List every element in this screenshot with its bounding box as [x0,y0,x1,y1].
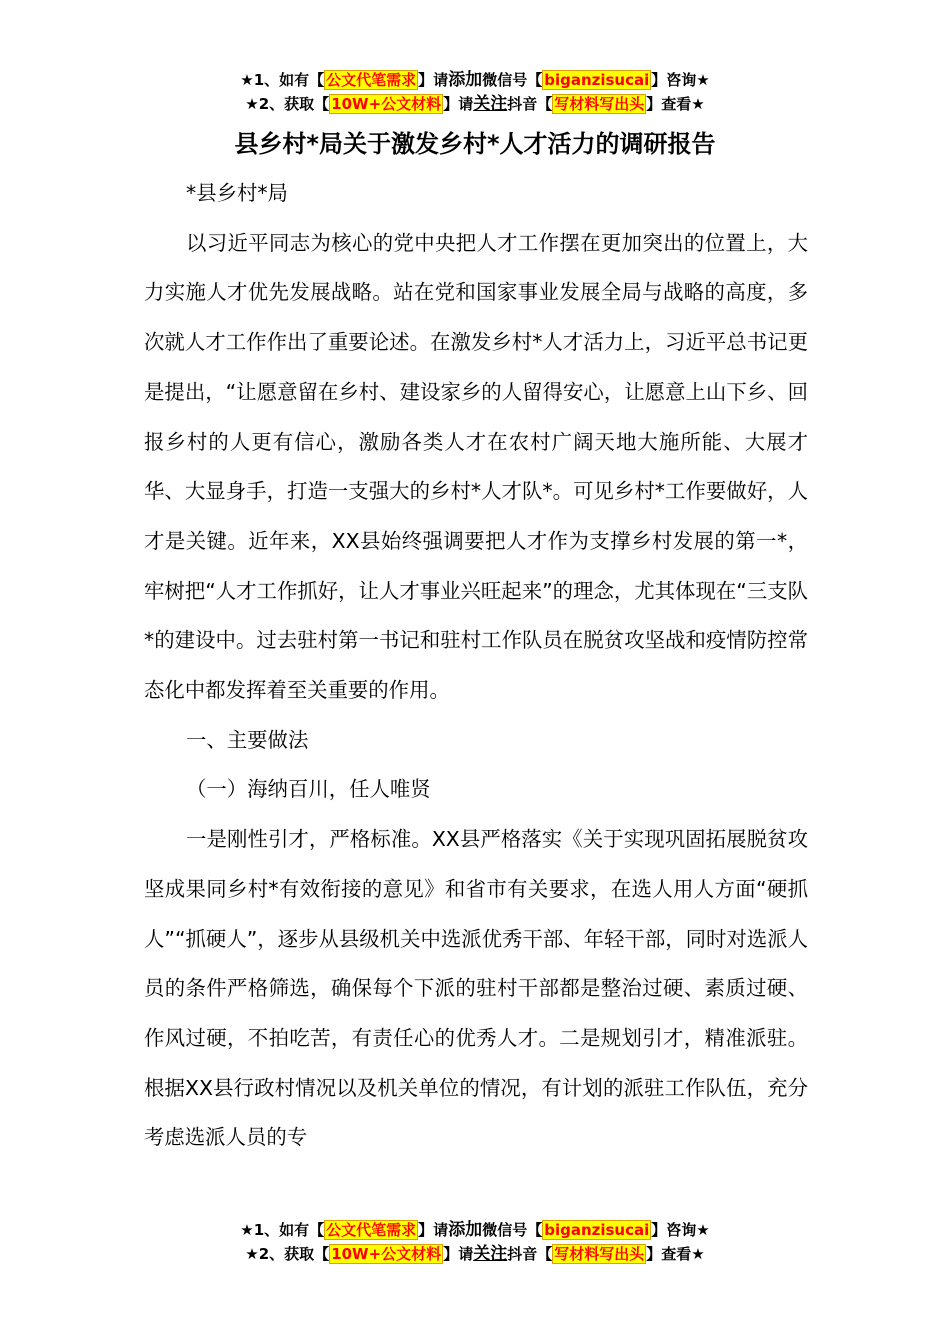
promo-text: 微信号【 [482,1221,543,1239]
emphasis-text: 添加 [448,1220,483,1240]
paragraph: 一是刚性引才，严格标准。XX县严格落实《关于实现巩固拓展脱贫攻坚成果同乡村*有效衔接的意见》和省市有关要求，在选人用人方面“硬抓人”“抓硬人”，逐步从县级机关中选派优秀干部、年轻干部，同时对选派人员的条件严格筛选，确保每个下派的驻村干部都是整治过硬、素质过硬、作风过硬，不拍吃苦，有责任心的优秀人才。二是规划引才，精准派驻。根据XX县行政村情况以及机关单位的情况，有计划的派驻工作队伍，充分考虑选派人员的专 [144,827,808,1150]
emphasis-text: 关注 [473,1244,508,1264]
douyin-id-tag: 写材料写出头 [554,1245,645,1263]
promo-text: 】请 [418,71,449,89]
promo-text: 】请 [443,1245,474,1263]
promo-line-2 [0,1242,950,1266]
promo-text: 抖音【 [507,1245,553,1263]
promo-text: ★2、获取【 [245,95,330,113]
promo-line-2 [0,92,950,116]
emphasis-text: 添加 [448,70,483,90]
document-title: 县乡村*局关于激发乡村*人才活力的调研报告 [234,130,716,158]
douyin-id-tag: 写材料写出头 [554,95,645,113]
promo-text: 】请 [418,1221,449,1239]
subsection-heading: （一）海纳百川，任人唯贤 [186,777,431,802]
highlight-tag: 公文代笔需求 [326,1221,417,1239]
paragraph: 以习近平同志为核心的党中央把人才工作摆在更加突出的位置上，大力实施人才优先发展战略。站在党和国家事业发展全局与战略的高度，多次就人才工作作出了重要论述。在激发乡村*人才活力上，习近平总书记更是提出，“让愿意留在乡村、建设家乡的人留得安心，让愿意上山下乡、回报乡村的人更有信心，激励各类人才在农村广阔天地大施所能、大展才华、大显身手，打造一支强大的乡村*人才队*。可见乡村*工作要做好，人才是关键。近年来，XX县始终强调要把人才作为支撑乡村发展的第一*，牢树把“人才工作抓好，让人才事业兴旺起来”的理念，尤其体现在“三支队*的建设中。过去驻村第一书记和驻村工作队员在脱贫攻坚战和疫情防控常态化中都发挥着至关重要的作用。 [144,230,808,703]
promo-text: 】查看★ [646,1245,705,1263]
promo-text: 】咨询★ [651,71,710,89]
promo-text: 】查看★ [646,95,705,113]
emphasis-text: 关注 [473,94,508,114]
promo-text: ★2、获取【 [245,1245,330,1263]
promo-banner-top [0,68,950,116]
highlight-tag: 10W+公文材料 [331,95,442,113]
promo-text: 微信号【 [482,71,543,89]
promo-text: 抖音【 [507,95,553,113]
promo-line-1 [0,1218,950,1242]
wechat-id-tag: biganzisucai [544,1221,650,1239]
promo-text: 】请 [443,95,474,113]
promo-banner-bottom [0,1218,950,1266]
promo-text: 】咨询★ [651,1221,710,1239]
promo-text: ★1、如有【 [240,71,325,89]
promo-line-1 [0,68,950,92]
highlight-tag: 10W+公文材料 [331,1245,442,1263]
wechat-id-tag: biganzisucai [544,71,650,89]
document-body [144,169,808,1163]
section-heading: 一、主要做法 [186,727,309,752]
highlight-tag: 公文代笔需求 [326,71,417,89]
promo-text: ★1、如有【 [240,1221,325,1239]
author-line: *县乡村*局 [186,181,288,205]
